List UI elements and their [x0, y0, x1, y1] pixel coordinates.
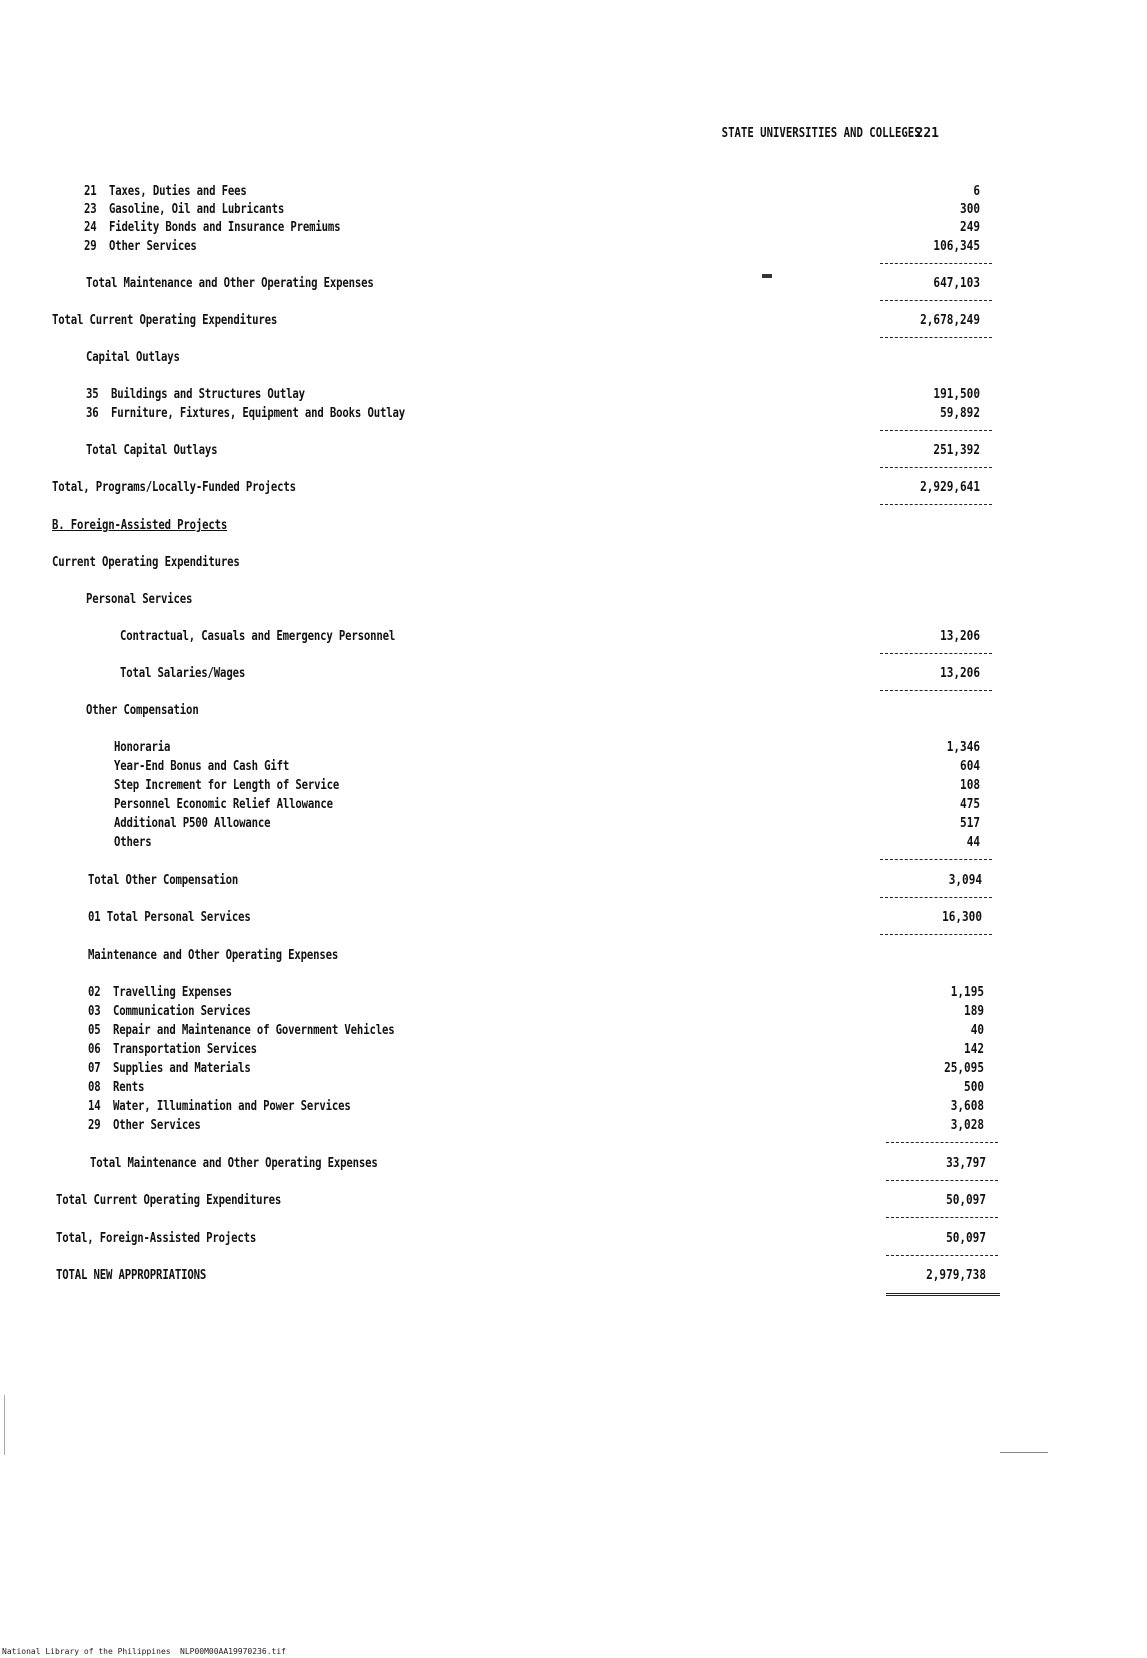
scan-speck [4, 1395, 5, 1455]
rule [880, 337, 992, 338]
amount: 50,097 [946, 1231, 986, 1246]
item-code: 35 [86, 387, 99, 402]
rule [880, 690, 992, 691]
section-b-heading: B. Foreign-Assisted Projects [52, 518, 228, 533]
moe-b-heading: Maintenance and Other Operating Expenses [88, 948, 339, 963]
other-compensation-heading: Other Compensation [86, 703, 199, 718]
amount: 2,678,249 [920, 313, 980, 328]
amount: 3,608 [950, 1099, 984, 1114]
amount: 475 [960, 797, 980, 812]
item-label: Taxes, Duties and Fees [109, 184, 247, 199]
total-foreign: Total, Foreign-Assisted Projects [56, 1231, 257, 1246]
amount: 3,094 [948, 873, 982, 888]
amount: 604 [960, 759, 980, 774]
item-label: Repair and Maintenance of Government Vehicles [113, 1023, 395, 1038]
moe-b-item-14 [88, 1099, 351, 1114]
amount: 142 [964, 1042, 984, 1057]
item-code: 08 [88, 1080, 101, 1095]
item-label: Furniture, Fixtures, Equipment and Books Outlay [111, 406, 405, 421]
footer-library: National Library of the Philippines [2, 1647, 171, 1656]
amount: 300 [960, 202, 980, 217]
total-moe-a: Total Maintenance and Other Operating Expenses [86, 276, 374, 291]
amount: 13,206 [940, 629, 980, 644]
moe-b-item-05 [88, 1023, 394, 1038]
amount: 517 [960, 816, 980, 831]
item-code: 29 [88, 1118, 101, 1133]
item-code: 06 [88, 1042, 101, 1057]
amount: 1,195 [950, 985, 984, 1000]
amount: 25,095 [944, 1061, 984, 1076]
amount: 40 [970, 1023, 984, 1038]
item-code: 24 [84, 220, 97, 235]
total-new-appropriations: TOTAL NEW APPROPRIATIONS [56, 1268, 207, 1283]
amount: 6 [973, 184, 980, 199]
amount: 13,206 [940, 666, 980, 681]
amount: 189 [964, 1004, 984, 1019]
item-label: Rents [113, 1080, 145, 1095]
page-number: 221 [915, 126, 939, 141]
moe-b-item-03 [88, 1004, 251, 1019]
oc-additional-allowance: Additional P500 Allowance [114, 816, 271, 831]
amount: 2,979,738 [926, 1268, 986, 1283]
item-label: Fidelity Bonds and Insurance Premiums [109, 220, 341, 235]
capital-outlays-heading: Capital Outlays [86, 350, 180, 365]
capital-item-36 [86, 406, 405, 421]
amount: 44 [966, 835, 980, 850]
total-moe-b: Total Maintenance and Other Operating Expenses [90, 1156, 378, 1171]
item-label: Transportation Services [113, 1042, 257, 1057]
moe-item-23 [84, 202, 284, 217]
item-label: Travelling Expenses [113, 985, 232, 1000]
oc-pera: Personnel Economic Relief Allowance [114, 797, 333, 812]
amount: 1,346 [946, 740, 980, 755]
item-label: Communication Services [113, 1004, 251, 1019]
amount: 16,300 [942, 910, 982, 925]
rule [886, 1255, 998, 1256]
item-label: Gasoline, Oil and Lubricants [109, 202, 285, 217]
item-label: Water, Illumination and Power Services [113, 1099, 351, 1114]
item-code: 14 [88, 1099, 101, 1114]
item-label: Buildings and Structures Outlay [111, 387, 305, 402]
rule [880, 467, 992, 468]
total-coe-a: Total Current Operating Expenditures [52, 313, 278, 328]
scan-speck [762, 274, 772, 278]
amount: 50,097 [946, 1193, 986, 1208]
item-label: Other Services [109, 239, 197, 254]
moe-b-item-08 [88, 1080, 144, 1095]
rule [880, 859, 992, 860]
total-wages: Total Salaries/Wages [120, 666, 246, 681]
rule [880, 934, 992, 935]
rule [880, 430, 992, 431]
moe-item-21 [84, 184, 247, 199]
item-code: 07 [88, 1061, 101, 1076]
item-code: 05 [88, 1023, 101, 1038]
contractual-label: Contractual, Casuals and Emergency Personnel [120, 629, 396, 644]
item-code: 03 [88, 1004, 101, 1019]
item-code: 23 [84, 202, 97, 217]
footer-file: NLP00M00AA19970236.tif [180, 1647, 286, 1656]
rule [880, 263, 992, 264]
item-label: Supplies and Materials [113, 1061, 251, 1076]
moe-item-29 [84, 239, 197, 254]
amount: 500 [964, 1080, 984, 1095]
moe-b-item-06 [88, 1042, 257, 1057]
amount: 191,500 [933, 387, 980, 402]
running-header [722, 126, 921, 141]
amount: 3,028 [950, 1118, 984, 1133]
amount: 251,392 [933, 443, 980, 458]
amount: 106,345 [933, 239, 980, 254]
capital-item-35 [86, 387, 305, 402]
amount: 59,892 [940, 406, 980, 421]
total-other-compensation: Total Other Compensation [88, 873, 239, 888]
item-code: 02 [88, 985, 101, 1000]
oc-others: Others [114, 835, 152, 850]
amount: 108 [960, 778, 980, 793]
total-personal-services: 01 Total Personal Services [88, 910, 251, 925]
coe-b-heading: Current Operating Expenditures [52, 555, 240, 570]
personal-services-heading: Personal Services [86, 592, 193, 607]
rule [880, 300, 992, 301]
amount: 2,929,641 [920, 480, 980, 495]
section-title: STATE UNIVERSITIES AND COLLEGES [722, 126, 921, 141]
moe-b-item-29 [88, 1118, 201, 1133]
moe-item-24 [84, 220, 340, 235]
oc-year-end-bonus: Year-End Bonus and Cash Gift [114, 759, 290, 774]
oc-step-increment: Step Increment for Length of Service [114, 778, 340, 793]
rule [880, 897, 992, 898]
amount: 33,797 [946, 1156, 986, 1171]
item-label: Other Services [113, 1118, 201, 1133]
rule [880, 653, 992, 654]
rule [886, 1217, 998, 1218]
total-coe-b: Total Current Operating Expenditures [56, 1193, 282, 1208]
item-code: 36 [86, 406, 99, 421]
item-code: 29 [84, 239, 97, 254]
double-rule [886, 1293, 1000, 1296]
rule [886, 1180, 998, 1181]
rule [886, 1142, 998, 1143]
amount: 647,103 [933, 276, 980, 291]
rule [880, 504, 992, 505]
total-programs: Total, Programs/Locally-Funded Projects [52, 480, 296, 495]
moe-b-item-07 [88, 1061, 251, 1076]
moe-b-item-02 [88, 985, 232, 1000]
total-capital-outlays: Total Capital Outlays [86, 443, 218, 458]
item-code: 21 [84, 184, 97, 199]
amount: 249 [960, 220, 980, 235]
oc-honoraria: Honoraria [114, 740, 171, 755]
scan-speck [1000, 1452, 1048, 1453]
